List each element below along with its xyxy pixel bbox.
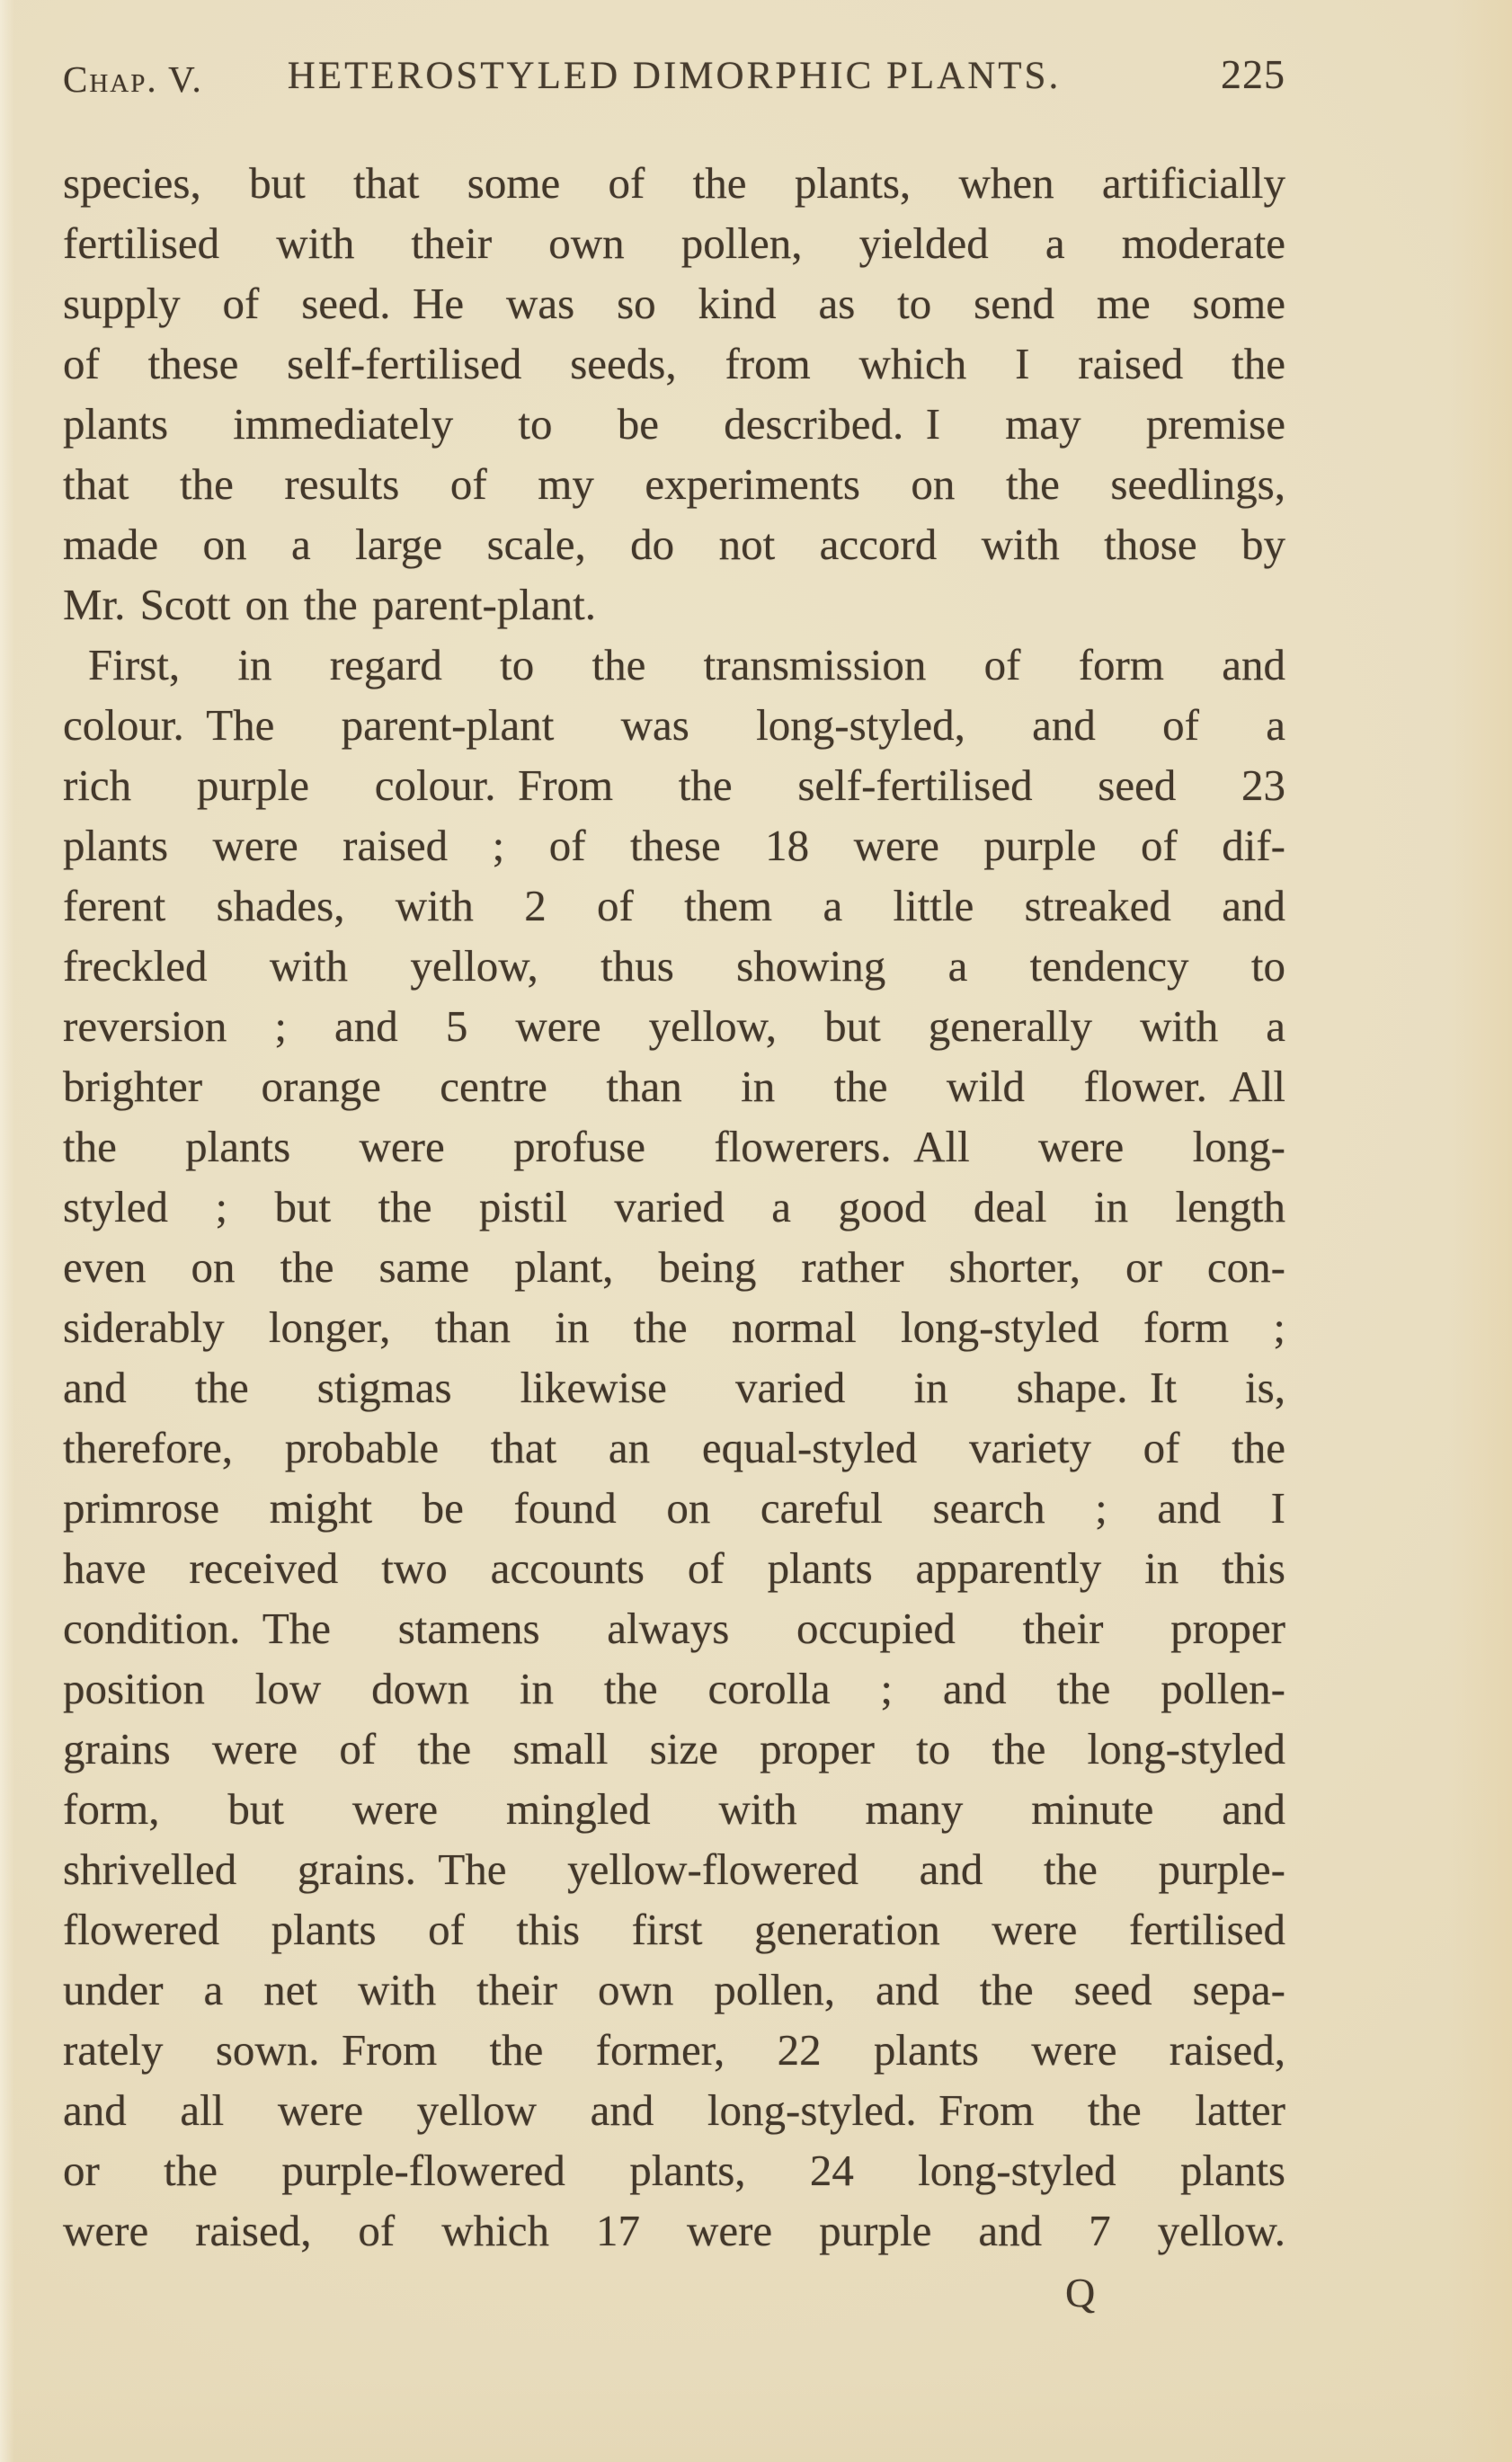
text-line: condition. The stamens always occupied their proper bbox=[63, 1604, 1285, 1653]
text-line: species, but that some of the plants, when artificially bbox=[63, 158, 1285, 208]
text-line: ferent shades, with 2 of them a little streaked and bbox=[63, 881, 1285, 930]
text-line: and the stigmas likewise varied in shape. It is, bbox=[63, 1363, 1285, 1412]
running-title: HETEROSTYLED DIMORPHIC PLANTS. bbox=[287, 55, 1062, 97]
text-line: primrose might be found on careful search ; and I bbox=[63, 1483, 1285, 1533]
text-line: made on a large scale, do not accord with those by bbox=[63, 520, 1285, 569]
text-line: brighter orange centre than in the wild flower. All bbox=[63, 1062, 1285, 1111]
text-line: grains were of the small size proper to the long-styled bbox=[63, 1724, 1285, 1773]
page-number: 225 bbox=[1221, 51, 1285, 97]
text-line: Mr. Scott on the parent-plant. bbox=[63, 580, 596, 629]
text-line: of these self-fertilised seeds, from which I raised the bbox=[63, 339, 1285, 388]
text-line: that the results of my experiments on the seedlings, bbox=[63, 459, 1285, 509]
text-line: styled ; but the pistil varied a good deal in length bbox=[63, 1182, 1285, 1231]
text-line: even on the same plant, being rather shorter, or con- bbox=[63, 1242, 1285, 1292]
text-line: fertilised with their own pollen, yielded a moderate bbox=[63, 218, 1285, 268]
text-line: freckled with yellow, thus showing a tendency to bbox=[63, 941, 1285, 991]
text-line: under a net with their own pollen, and the seed sepa- bbox=[63, 1965, 1285, 2014]
body-text bbox=[63, 153, 1285, 2261]
text-line: and all were yellow and long-styled. From the latter bbox=[63, 2085, 1285, 2135]
text-line: shrivelled grains. The yellow-flowered and the purple- bbox=[63, 1844, 1285, 1894]
signature-mark: Q bbox=[1065, 2270, 1096, 2315]
text-line: siderably longer, than in the normal long-styled form ; bbox=[63, 1302, 1285, 1352]
text-line: plants were raised ; of these 18 were purple of dif- bbox=[63, 821, 1285, 870]
text-line: position low down in the corolla ; and the pollen- bbox=[63, 1664, 1285, 1713]
text-line: form, but were mingled with many minute and bbox=[63, 1784, 1285, 1834]
text-line: colour. The parent-plant was long-styled, and of a bbox=[63, 700, 1285, 750]
text-line: or the purple-flowered plants, 24 long-styled plants bbox=[63, 2146, 1285, 2195]
chapter-label: Chap. V. bbox=[63, 58, 203, 100]
text-line: have received two accounts of plants apparently in this bbox=[63, 1543, 1285, 1593]
text-line: plants immediately to be described. I may premise bbox=[63, 399, 1285, 449]
page-header bbox=[63, 50, 1285, 108]
text-line: the plants were profuse flowerers. All were long- bbox=[63, 1122, 1285, 1171]
text-line: supply of seed. He was so kind as to send me some bbox=[63, 279, 1285, 328]
text-line: reversion ; and 5 were yellow, but generally with a bbox=[63, 1001, 1285, 1051]
text-line: First, in regard to the transmission of form and bbox=[88, 640, 1285, 689]
text-line: flowered plants of this first generation were fertilised bbox=[63, 1905, 1285, 1954]
text-line: rich purple colour. From the self-fertilised seed 23 bbox=[63, 760, 1285, 810]
text-line: therefore, probable that an equal-styled variety of the bbox=[63, 1423, 1285, 1472]
text-line: rately sown. From the former, 22 plants were raised, bbox=[63, 2025, 1285, 2075]
text-line: were raised, of which 17 were purple and 7 yellow. bbox=[63, 2206, 1285, 2255]
